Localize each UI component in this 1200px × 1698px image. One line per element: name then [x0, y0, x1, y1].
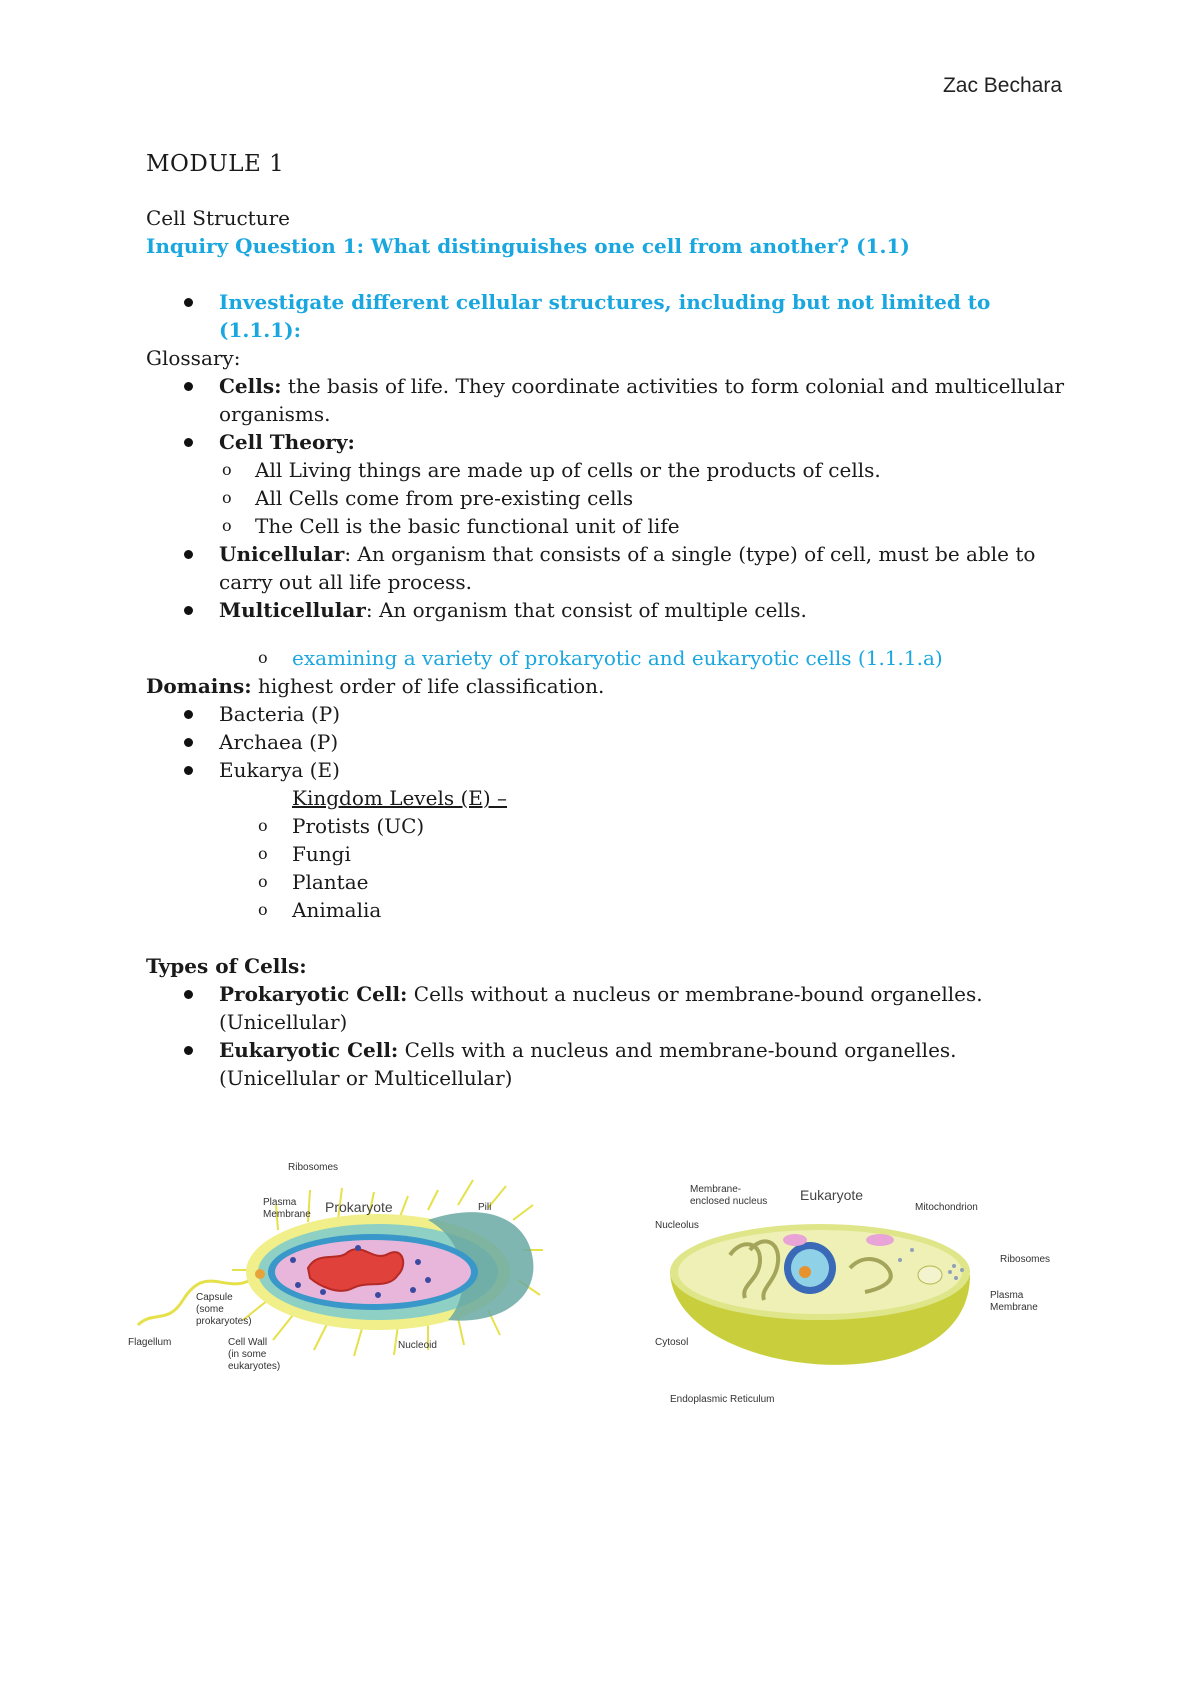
page-title: MODULE 1	[146, 151, 285, 177]
kingdom-item	[146, 812, 1076, 840]
domain-item	[146, 728, 1076, 756]
inquiry-question: Inquiry Question 1: What distinguishes one cell from another? (1.1)	[146, 234, 910, 258]
glossary-list	[146, 372, 1076, 624]
circle-bullet-icon: o	[258, 816, 268, 835]
glossary-definition: : An organism that consists of a single (type) of cell, must be able to carry out all life process.	[219, 542, 1036, 594]
type-item-eukaryotic	[146, 1036, 1076, 1092]
examining-list	[146, 644, 1076, 672]
prokaryote-title: Prokaryote	[325, 1199, 393, 1215]
label-pili: Pili	[478, 1202, 492, 1213]
kingdom-item	[146, 840, 1076, 868]
circle-bullet-icon: o	[222, 460, 232, 479]
domains-term: Domains:	[146, 674, 252, 698]
label-mitochondrion: Mitochondrion	[915, 1202, 978, 1213]
domains-text: highest order of life classification.	[251, 674, 605, 698]
author-name: Zac Bechara	[942, 74, 1062, 97]
type-item-prokaryotic	[146, 980, 1076, 1036]
glossary-term: Cells:	[219, 374, 282, 398]
label-plasma: Plasma	[263, 1197, 297, 1208]
circle-bullet-icon: o	[258, 844, 268, 863]
glossary-item-unicellular	[146, 540, 1076, 596]
domains-list	[146, 700, 1076, 924]
label-capsule-note: (some	[196, 1304, 224, 1315]
label-membrane: Membrane	[263, 1209, 311, 1220]
theory-point	[146, 484, 1076, 512]
theory-point-text: All Living things are made up of cells or the products of cells.	[255, 458, 881, 482]
circle-bullet-icon: o	[258, 900, 268, 919]
type-term: Eukaryotic Cell:	[219, 1038, 399, 1062]
flagellum-base	[255, 1269, 265, 1279]
label-cell-wall: Cell Wall	[228, 1337, 268, 1348]
mitochondrion-shape-2	[866, 1234, 894, 1246]
label-flagellum: Flagellum	[128, 1337, 172, 1348]
glossary-definition: the basis of life. They coordinate activities to form colonial and multicellular organisms.	[219, 374, 1065, 426]
theory-point-text: All Cells come from pre-existing cells	[255, 486, 634, 510]
document-body	[146, 150, 1076, 1092]
label-nucleoid: Nucleoid	[398, 1340, 437, 1351]
label-er: Endoplasmic Reticulum	[670, 1394, 775, 1405]
types-list	[146, 980, 1076, 1092]
label-capsule: Capsule	[196, 1292, 233, 1303]
circle-bullet-icon: o	[258, 648, 268, 667]
kingdom-item	[146, 896, 1076, 924]
label-plasma-membrane: Membrane	[990, 1302, 1038, 1313]
label-capsule-note2: prokaryotes)	[196, 1316, 252, 1327]
kingdom-text: Fungi	[292, 842, 351, 866]
investigate-item	[146, 288, 1076, 344]
mitochondrion-shape	[783, 1234, 807, 1246]
kingdom-text: Animalia	[292, 898, 382, 922]
glossary-item-cell-theory	[146, 428, 1076, 456]
glossary-term: Unicellular	[219, 542, 345, 566]
kingdom-text: Protists (UC)	[292, 814, 425, 838]
type-definition: Cells without a nucleus or membrane-bound organelles. (Unicellular)	[219, 982, 983, 1034]
circle-bullet-icon: o	[222, 516, 232, 535]
label-membrane-enclosed: Membrane-	[690, 1184, 742, 1195]
label-nucleolus: Nucleolus	[655, 1220, 699, 1231]
label-ribosomes: Ribosomes	[288, 1162, 339, 1173]
kingdom-heading: Kingdom Levels (E) –	[292, 786, 508, 810]
label-cell-wall-note: (in some	[228, 1349, 267, 1360]
theory-point	[146, 456, 1076, 484]
investigate-text: Investigate different cellular structures, including but not limited to (1.1.1):	[219, 290, 991, 342]
theory-point	[146, 512, 1076, 540]
type-term: Prokaryotic Cell:	[219, 982, 408, 1006]
label-plasma: Plasma	[990, 1290, 1024, 1301]
prokaryote-diagram	[128, 1150, 548, 1390]
domain-text: Bacteria (P)	[219, 702, 340, 726]
domain-text: Archaea (P)	[219, 730, 339, 754]
examining-text: examining a variety of prokaryotic and eukaryotic cells (1.1.1.a)	[292, 646, 943, 670]
nucleus-inner-shape	[791, 1249, 829, 1287]
domain-item	[146, 700, 1076, 728]
kingdom-item	[146, 868, 1076, 896]
circle-bullet-icon: o	[222, 488, 232, 507]
types-heading: Types of Cells:	[146, 954, 307, 978]
domains-definition	[146, 672, 1076, 700]
glossary-term: Multicellular	[219, 598, 366, 622]
theory-point-text: The Cell is the basic functional unit of life	[255, 514, 680, 538]
vesicle-shape	[918, 1266, 942, 1284]
nucleolus-shape	[799, 1266, 811, 1278]
type-definition: Cells with a nucleus and membrane-bound organelles. (Unicellular or Multicellular)	[219, 1038, 957, 1090]
label-cell-wall-note2: eukaryotes)	[228, 1361, 281, 1372]
label-nucleus: enclosed nucleus	[690, 1196, 768, 1207]
domain-text: Eukarya (E)	[219, 758, 340, 782]
kingdom-text: Plantae	[292, 870, 369, 894]
investigate-list	[146, 288, 1076, 344]
examining-item	[146, 644, 1076, 672]
section-heading: Cell Structure	[146, 206, 290, 230]
eukaryote-title: Eukaryote	[800, 1187, 864, 1203]
label-ribosomes: Ribosomes	[1000, 1254, 1051, 1265]
glossary-label: Glossary:	[146, 346, 241, 370]
label-cytosol: Cytosol	[655, 1337, 689, 1348]
circle-bullet-icon: o	[258, 872, 268, 891]
glossary-item-cells	[146, 372, 1076, 428]
domain-item	[146, 756, 1076, 784]
eukaryote-diagram	[650, 1180, 1060, 1410]
glossary-item-multicellular	[146, 596, 1076, 624]
glossary-definition: : An organism that consist of multiple cells.	[365, 598, 807, 622]
glossary-term: Cell Theory:	[219, 430, 355, 454]
